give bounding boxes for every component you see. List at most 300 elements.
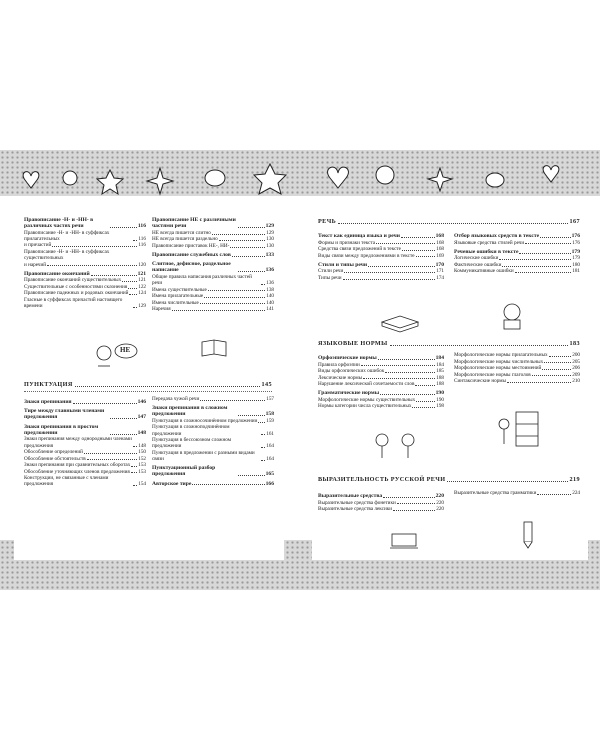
leader-dots xyxy=(540,237,571,238)
leader-dots xyxy=(219,240,266,241)
toc-entry-page: 146 xyxy=(137,399,146,405)
toc-entry-page: 116 xyxy=(138,242,146,249)
toc-entry-page: 165 xyxy=(265,471,274,478)
leader-dots xyxy=(133,446,137,447)
toc-entry xyxy=(318,355,444,361)
toc-entry xyxy=(318,493,444,499)
toc-entry-title: Правописание приставок НЕ-, НИ- xyxy=(152,242,230,249)
toc-entry-page: 179 xyxy=(571,248,580,255)
open-book-icon xyxy=(200,336,228,365)
toc-entry xyxy=(454,359,580,365)
leader-dots xyxy=(230,247,265,248)
leader-dots xyxy=(525,243,571,244)
toc-entry xyxy=(454,352,580,358)
toc-entry-title: и наречий xyxy=(24,261,47,268)
toc-entry xyxy=(24,424,146,436)
toc-entry-page: 158 xyxy=(265,411,274,418)
leader-dots xyxy=(376,243,435,244)
leader-dots xyxy=(110,418,136,419)
toc-entry-title: Пунктуация в сложносочинённом предложении xyxy=(152,417,258,424)
toc-entry-title: Правописание служебных слов xyxy=(152,251,231,258)
toc-entry-page: 140 xyxy=(266,293,274,300)
toc-entry-page: 205 xyxy=(572,358,580,365)
toc-entry-page: 150 xyxy=(138,449,146,456)
toc-entry-page: 166 xyxy=(265,480,274,487)
toc-entry xyxy=(318,375,444,381)
toc-entry xyxy=(24,290,146,296)
leader-dots xyxy=(84,453,137,454)
toc-entry xyxy=(24,436,146,448)
toc-entry-title: Слитное, дефисное, раздельное написание xyxy=(152,261,231,274)
toc-entry-title: Гласные в суффиксах причастий настоящего времени xyxy=(24,296,123,310)
leader-dots xyxy=(110,434,136,435)
toc-entry-page: 184 xyxy=(436,361,444,368)
leader-dots xyxy=(344,272,435,273)
toc-entry-title: Правописание падежных и родовых окончаний xyxy=(24,290,129,297)
section-expressiveness-title: ВЫРАЗИТЕЛЬНОСТЬ РУССКОЙ РЕЧИ xyxy=(318,476,446,483)
toc-entry-page: 184 xyxy=(435,355,444,361)
toc-entry-page: 140 xyxy=(266,299,274,306)
toc-entry xyxy=(318,368,444,374)
leader-dots xyxy=(515,272,572,273)
toc-entry-title: Синтаксические нормы xyxy=(454,378,507,384)
toc-entry-page: 176 xyxy=(572,239,580,246)
toc-entry-title: Пунктуационный разбор предложения xyxy=(152,465,216,478)
toc-entry-page: 200 xyxy=(572,352,580,358)
toc-entry-title: Обособление уточняющих членов предложения xyxy=(24,468,130,475)
toc-entry xyxy=(152,243,274,249)
toc-entry-title: Орфоэпические нормы xyxy=(318,355,377,361)
toc-entry-page: 148 xyxy=(137,429,146,436)
leader-dots xyxy=(385,372,435,373)
toc-entry xyxy=(152,481,274,487)
section-punctuation-page: 145 xyxy=(261,381,272,388)
toc-entry-title: Правописание НЕ с различными частями речи xyxy=(152,217,236,230)
toc-entry xyxy=(152,236,274,242)
toc-entry xyxy=(152,405,274,417)
toc-entry-title: Передача чужой речи xyxy=(152,396,200,402)
toc-entry-page: 171 xyxy=(436,268,444,275)
toc-entry xyxy=(152,274,274,286)
toc-entry-page: 181 xyxy=(572,268,580,275)
leader-dots xyxy=(502,266,571,267)
toc-entry xyxy=(454,255,580,261)
toc-entry xyxy=(24,242,146,248)
leader-dots xyxy=(110,227,137,228)
leader-dots xyxy=(402,250,435,251)
toc-entry-page: 116 xyxy=(138,235,146,242)
toc-column-right-4 xyxy=(454,352,580,385)
toc-entry-page: 121 xyxy=(137,270,146,277)
toc-entry xyxy=(318,233,444,239)
toc-entry-page: 153 xyxy=(138,462,146,469)
toc-entry-title: Пунктуация в предложении с разными видами связи xyxy=(152,449,255,463)
toc-entry-title: Правописание -Н- и -НН- в суффиксах существительных xyxy=(24,248,110,262)
leader-dots xyxy=(343,279,436,280)
toc-entry-page: 210 xyxy=(572,378,580,384)
section-norms-title: ЯЗЫКОВЫЕ НОРМЫ xyxy=(318,340,388,347)
leader-dots xyxy=(412,407,435,408)
toc-entry-page: 220 xyxy=(435,493,444,499)
section-punctuation xyxy=(24,381,272,388)
leader-dots xyxy=(129,294,137,295)
toc-entry-page: 188 xyxy=(436,381,444,387)
ne-badge-text: НЕ xyxy=(120,346,131,354)
toc-column-left-1 xyxy=(24,214,146,310)
toc-entry-title: Лексические нормы xyxy=(318,374,363,381)
toc-entry-title: Существительные с особенностями склонения xyxy=(24,283,128,290)
leader-dots xyxy=(133,307,137,308)
toc-entry-page: 161 xyxy=(266,430,274,437)
separator-line xyxy=(24,391,272,392)
toc-entry xyxy=(454,490,580,496)
toc-entry-page: 188 xyxy=(436,374,444,381)
leader-dots xyxy=(122,281,137,282)
toc-entry-page: 179 xyxy=(572,255,580,262)
leader-dots xyxy=(397,503,435,504)
leader-dots xyxy=(87,459,138,460)
toc-entry-title: Морфологические нормы прилагательных xyxy=(454,352,548,358)
toc-entry-title: Правописание окончаний существительных xyxy=(24,277,122,284)
toc-entry xyxy=(24,230,146,242)
toc-entry-page: 206 xyxy=(572,365,580,371)
leader-dots xyxy=(128,288,137,289)
toc-entry xyxy=(152,306,274,312)
leader-dots xyxy=(212,234,265,235)
toc-entry-page: 130 xyxy=(266,236,274,243)
toc-entry xyxy=(152,465,274,477)
toc-entry-page: 198 xyxy=(436,403,444,410)
toc-entry-title: Конструкции, не связанные с членами предложения xyxy=(24,475,109,488)
toc-column-right-2 xyxy=(454,230,580,275)
pencil-figure xyxy=(514,520,542,555)
toc-entry-title: НЕ всегда пишется слитно xyxy=(152,229,211,236)
toc-entry-title: Выразительные средства фонетики xyxy=(318,499,396,506)
toc-entry-page: 138 xyxy=(266,286,274,293)
leader-dots xyxy=(232,256,265,257)
leader-dots xyxy=(204,297,265,298)
toc-entry-page: 168 xyxy=(436,246,444,252)
leader-dots xyxy=(542,369,571,370)
leader-dots xyxy=(416,401,435,402)
toc-entry-title: Средства связи предложений в тексте xyxy=(318,246,401,252)
toc-entry-title: Общие правила написания различных частей речи xyxy=(152,273,252,287)
toc-entry-title: НЕ всегда пишется раздельно xyxy=(152,236,218,243)
toc-entry xyxy=(24,297,146,309)
toc-entry-title: Правописание -Н- и -НН- в суффиксах прилагательных xyxy=(24,229,110,242)
toc-entry-title: Тире между главными членами предложения xyxy=(24,408,105,421)
section-norms xyxy=(318,340,580,347)
toc-entry xyxy=(318,275,444,281)
toc-entry-page: 159 xyxy=(266,417,274,424)
section-speech-page: 167 xyxy=(569,218,580,225)
toc-entry xyxy=(318,381,444,387)
toc-entry-page: 164 xyxy=(266,443,274,450)
toc-entry-page: 170 xyxy=(435,261,444,268)
leader-dots xyxy=(131,472,137,473)
leader-dots xyxy=(133,240,137,241)
toc-entry-page: 141 xyxy=(266,306,274,313)
leader-dots xyxy=(415,385,435,386)
toc-entry xyxy=(152,396,274,402)
toc-entry xyxy=(152,293,274,299)
leader-dots xyxy=(238,271,264,272)
leader-dots xyxy=(200,303,265,304)
leader-dots xyxy=(549,356,572,357)
toc-entry-title: Выразительные средства xyxy=(318,493,383,499)
leader-dots xyxy=(447,481,567,482)
toc-entry-title: Формы и признаки текста xyxy=(318,239,376,246)
toc-column-left-2 xyxy=(152,214,274,313)
toc-entry-title: Языковые средства стилей речи xyxy=(454,239,525,246)
toc-entry-title: Речевые ошибки в тексте xyxy=(454,248,519,255)
toc-entry-title: Типы речи xyxy=(318,274,342,281)
toc-entry-title: Морфологические нормы глаголов xyxy=(454,371,531,378)
toc-entry xyxy=(454,378,580,384)
leader-dots xyxy=(544,362,571,363)
section-norms-page: 183 xyxy=(569,340,580,347)
leader-dots xyxy=(383,497,434,498)
toc-entry-title: Морфологические нормы местоимений xyxy=(454,365,542,371)
section-expressiveness-page: 219 xyxy=(569,476,580,483)
toc-entry-title: Авторское тире xyxy=(152,480,192,487)
toc-entry-page: 180 xyxy=(572,261,580,268)
toc-entry-title: Правописание окончаний xyxy=(24,270,90,277)
leader-dots xyxy=(401,237,435,238)
toc-entry-title: Имена числительные xyxy=(152,299,199,306)
toc-entry xyxy=(152,450,274,462)
section-expressiveness xyxy=(318,476,580,483)
decor-shapes xyxy=(0,150,600,210)
toc-entry-title: Логические ошибки xyxy=(454,255,499,262)
book-stack-icon xyxy=(380,310,420,341)
toc-entry xyxy=(454,262,580,268)
tree-pot-icon xyxy=(494,302,530,337)
toc-entry-page: 190 xyxy=(436,396,444,403)
toc-entry-page: 147 xyxy=(137,414,146,421)
toc-entry xyxy=(152,437,274,449)
toc-entry-page: 136 xyxy=(266,280,274,287)
toc-entry-title: Знаки препинания в сложном предложении xyxy=(152,405,228,418)
leader-dots xyxy=(338,223,567,224)
leader-dots xyxy=(52,246,137,247)
toc-entry-title: Выразительные средства лексики xyxy=(318,506,393,512)
ne-badge-figure xyxy=(92,338,138,373)
toc-entry xyxy=(454,240,580,246)
toc-entry xyxy=(318,246,444,252)
leader-dots xyxy=(208,290,265,291)
leader-dots xyxy=(238,415,264,416)
leader-dots xyxy=(131,466,137,467)
toc-entry-page: 136 xyxy=(265,267,274,274)
toc-entry-page: 224 xyxy=(572,490,580,496)
toc-entry xyxy=(318,397,444,403)
leader-dots xyxy=(507,382,571,383)
toc-entry xyxy=(152,261,274,273)
toc-entry-title: Выразительные средства грамматики xyxy=(454,490,537,496)
toc-entry xyxy=(152,252,274,258)
toc-entry-page: 124 xyxy=(138,290,146,297)
toc-entry-page: 130 xyxy=(266,242,274,249)
toc-entry-title: Текст как единица языка и речи xyxy=(318,233,401,239)
toc-entry xyxy=(152,418,274,424)
toc-entry-page: 116 xyxy=(137,223,146,230)
leader-dots xyxy=(238,475,264,476)
leader-dots xyxy=(192,484,264,485)
toc-entry-title: Виды связи между предложениями в тексте xyxy=(318,252,415,259)
toc-entry-page: 157 xyxy=(266,396,274,402)
toc-entry-title: Знаки препинания xyxy=(24,399,72,405)
toc-entry-title: Виды орфоэпических ошибок xyxy=(318,368,385,374)
leader-dots xyxy=(238,227,264,228)
toc-entry-page: 148 xyxy=(138,442,146,449)
toc-entry-page: 122 xyxy=(138,283,146,290)
toc-entry-title: Имена существительные xyxy=(152,286,207,293)
toc-entry xyxy=(24,277,146,283)
toc-entry-title: Фактические ошибки xyxy=(454,261,502,268)
toc-entry-page: 129 xyxy=(265,223,274,230)
toc-column-right-1 xyxy=(318,230,444,281)
toc-column-right-5 xyxy=(318,490,444,513)
toc-entry xyxy=(454,365,580,371)
toc-entry-page: 176 xyxy=(571,233,580,239)
toc-entry xyxy=(318,362,444,368)
toc-entry-page: 174 xyxy=(436,274,444,281)
toc-entry xyxy=(24,475,146,487)
toc-entry-page: 220 xyxy=(436,499,444,506)
toc-entry-page: 153 xyxy=(138,468,146,475)
toc-entry-page: 164 xyxy=(266,456,274,463)
toc-entry xyxy=(24,449,146,455)
leader-dots xyxy=(75,386,260,387)
leader-dots xyxy=(378,359,435,360)
toc-entry xyxy=(24,249,146,261)
toc-entry-title: Стили речи xyxy=(318,268,344,275)
toc-entry xyxy=(24,262,146,268)
leader-dots xyxy=(47,265,137,266)
toc-entry xyxy=(24,456,146,462)
toc-entry xyxy=(152,424,274,436)
leader-dots xyxy=(172,310,266,311)
toc-entry-page: 220 xyxy=(436,506,444,512)
toc-entry-title: Обособление определений xyxy=(24,449,83,456)
toc-entry-title: и причастий xyxy=(24,242,52,249)
toc-entry-page: 129 xyxy=(266,229,274,236)
toc-entry-title: Знаки препинания в простом предложении xyxy=(24,423,99,436)
leader-dots xyxy=(380,394,435,395)
toc-entry-title: Имена прилагательные xyxy=(152,293,204,300)
toc-entry xyxy=(318,500,444,506)
toc-entry-page: 168 xyxy=(436,239,444,246)
leader-dots xyxy=(537,494,571,495)
toc-entry-title: Коммуникативные ошибки xyxy=(454,268,514,275)
leader-dots xyxy=(73,403,137,404)
toc-entry xyxy=(318,403,444,409)
toc-entry xyxy=(454,372,580,378)
toc-entry-title: Морфологические нормы существительных xyxy=(318,396,416,403)
toc-entry-title: Морфологические нормы числительных xyxy=(454,358,544,365)
toc-entry-title: Знаки препинания между однородными членами предложения xyxy=(24,436,132,449)
toc-entry-page: 133 xyxy=(265,251,274,258)
toc-entry xyxy=(454,268,580,274)
toc-entry-page: 185 xyxy=(436,368,444,374)
toc-entry xyxy=(454,249,580,255)
toc-entry xyxy=(24,399,146,405)
leader-dots xyxy=(363,378,435,379)
toc-entry xyxy=(24,408,146,420)
leader-dots xyxy=(368,266,435,267)
leader-dots xyxy=(361,365,435,366)
section-speech-title: РЕЧЬ xyxy=(318,218,337,225)
toc-entry-page: 154 xyxy=(138,481,146,488)
toc-entry xyxy=(318,390,444,396)
toc-entry-title: Пунктуация в бессоюзном сложном предложении xyxy=(152,437,232,450)
leader-dots xyxy=(519,253,570,254)
toc-entry-title: Наречия xyxy=(152,306,171,313)
toc-column-right-3 xyxy=(318,352,444,410)
leader-dots xyxy=(416,256,436,257)
leader-dots xyxy=(261,434,265,435)
toc-entry-title: Правила орфоэпии xyxy=(318,361,360,368)
toc-entry-page: 120 xyxy=(138,261,146,268)
toc-entry-title: Грамматические нормы xyxy=(318,390,380,397)
leader-dots xyxy=(390,345,568,346)
toc-entry-title: Обособление обстоятельств xyxy=(24,455,86,462)
leader-dots xyxy=(200,400,265,401)
people-figures xyxy=(370,430,422,465)
toc-column-left-4 xyxy=(152,396,274,487)
toc-entry-title: Нарушение лексической сочетаемости слов xyxy=(318,381,415,387)
toc-entry-title: Знаки препинания при сравнительных оборотах xyxy=(24,462,131,469)
toc-entry xyxy=(318,262,444,268)
toc-entry xyxy=(152,230,274,236)
bookshelf-figure xyxy=(494,410,542,455)
toc-entry-page: 152 xyxy=(138,455,146,462)
toc-entry xyxy=(152,300,274,306)
toc-entry xyxy=(24,469,146,475)
toc-entry-title: Нормы категории числа существительных xyxy=(318,403,412,410)
toc-entry xyxy=(454,233,580,239)
toc-entry xyxy=(152,287,274,293)
toc-column-right-6 xyxy=(454,490,580,497)
toc-entry-title: Стили и типы речи xyxy=(318,261,368,268)
leader-dots xyxy=(261,447,265,448)
toc-entry xyxy=(318,253,444,259)
toc-entry-page: 121 xyxy=(138,277,146,284)
leader-dots xyxy=(261,460,265,461)
toc-entry xyxy=(24,462,146,468)
leader-dots xyxy=(499,259,571,260)
toc-entry xyxy=(152,217,274,229)
desk-figure xyxy=(386,530,422,557)
toc-entry xyxy=(318,506,444,512)
section-speech xyxy=(318,218,580,225)
toc-entry xyxy=(318,240,444,246)
leader-dots xyxy=(258,422,265,423)
toc-entry xyxy=(318,268,444,274)
leader-dots xyxy=(393,510,435,511)
toc-entry-page: 209 xyxy=(572,371,580,378)
section-punctuation-title: ПУНКТУАЦИЯ xyxy=(24,381,73,388)
leader-dots xyxy=(532,375,571,376)
toc-entry-title: Отбор языковых средств в тексте xyxy=(454,233,540,239)
leader-dots xyxy=(133,485,137,486)
toc-entry-page: 129 xyxy=(138,303,146,310)
toc-column-left-3 xyxy=(24,396,146,488)
toc-entry xyxy=(24,217,146,229)
toc-entry-title: Пунктуация в сложноподчинённом предложении xyxy=(152,424,230,437)
toc-entry-page: 168 xyxy=(435,233,444,239)
